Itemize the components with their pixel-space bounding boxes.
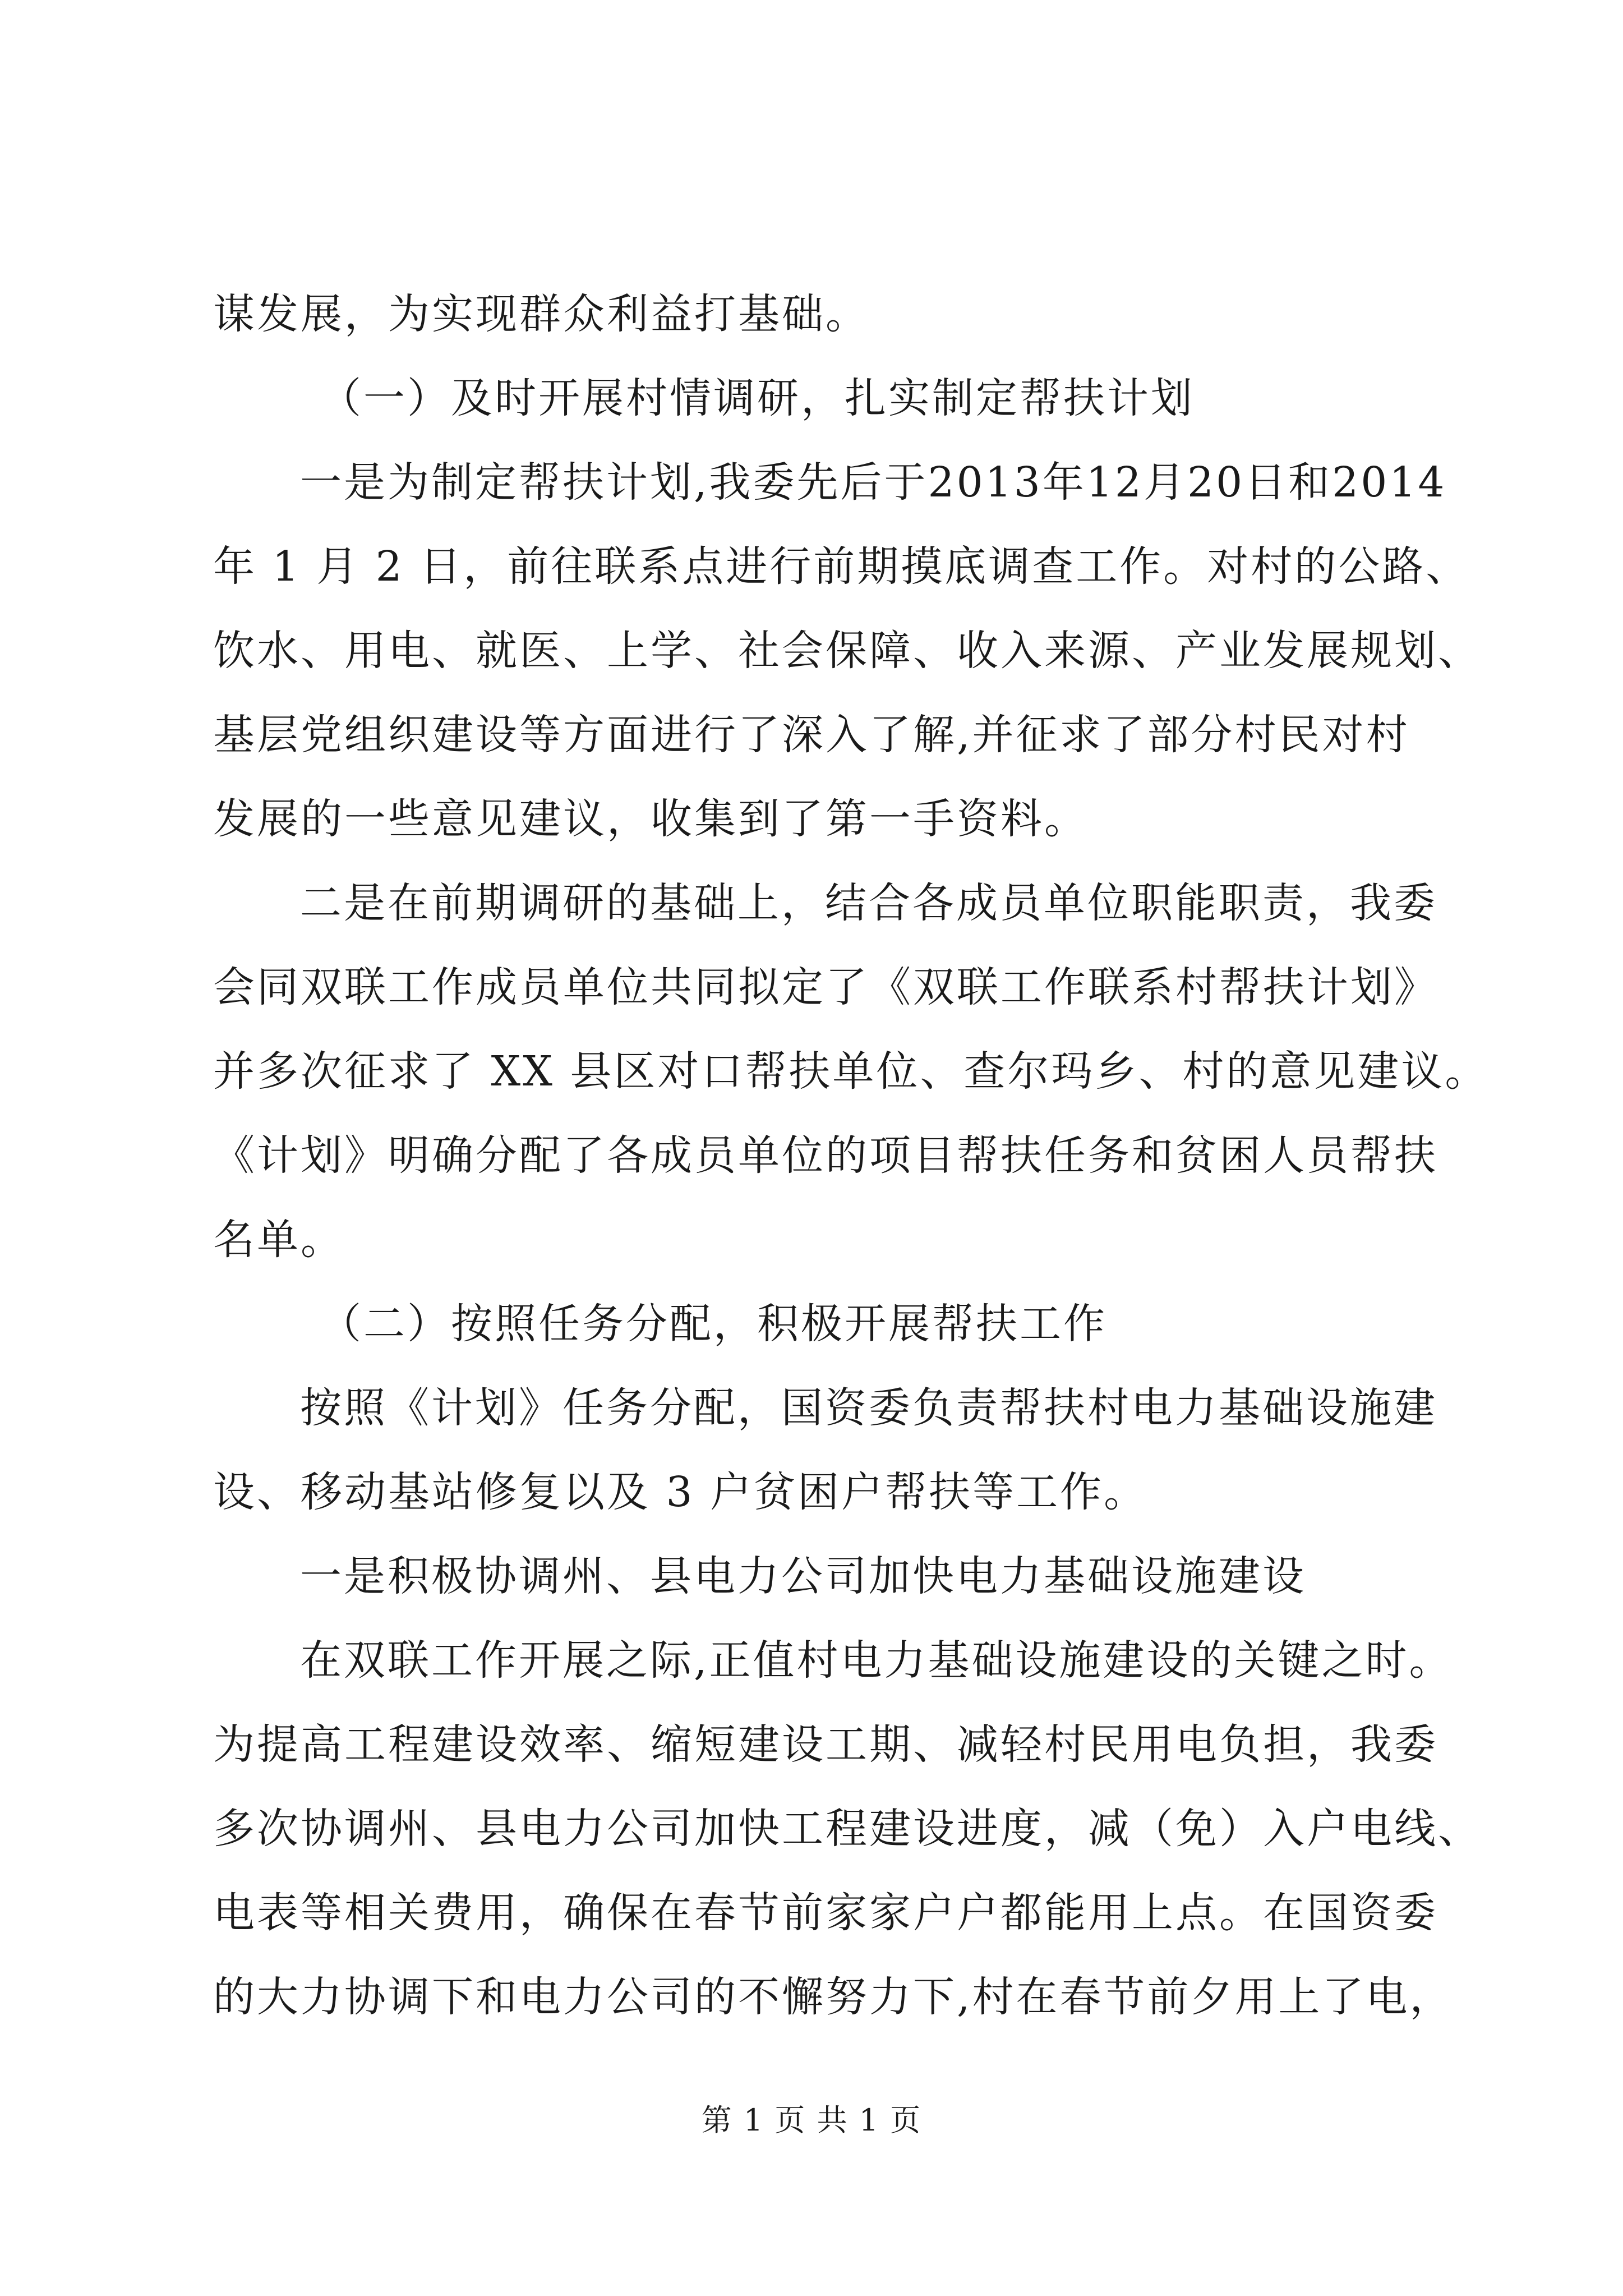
text-line: 电表等相关费用，确保在春节前家家户户都能用上点。在国资委	[213, 1889, 1438, 1937]
text-line: 并多次征求了 XX 县区对口帮扶单位、查尔玛乡、村的意见建议。	[213, 1047, 1489, 1096]
text-line: 二是在前期调研的基础上，结合各成员单位职能职责，我委	[300, 879, 1437, 927]
section-heading: （二）按照任务分配，积极开展帮扶工作	[320, 1300, 1107, 1348]
text-line: 谋发展，为实现群众利益打基础。	[213, 290, 869, 338]
text-line: 多次协调州、县电力公司加快工程建设进度，减（免）入户电线、	[213, 1805, 1482, 1853]
subsection-heading: 一是积极协调州、县电力公司加快电力基础设施建设	[300, 1552, 1306, 1600]
text-line: 会同双联工作成员单位共同拟定了《双联工作联系村帮扶计划》	[213, 963, 1438, 1011]
text-line: 基层党组织建设等方面进行了深入了解,并征求了部分村民对村	[213, 711, 1410, 759]
text-line: 发展的一些意见建议，收集到了第一手资料。	[213, 795, 1088, 843]
section-heading: （一）及时开展村情调研，扎实制定帮扶计划	[320, 374, 1195, 422]
text-line: 在双联工作开展之际,正值村电力基础设施建设的关键之时。	[300, 1636, 1453, 1685]
text-line: 《计划》明确分配了各成员单位的项目帮扶任务和贫困人员帮扶	[213, 1131, 1438, 1180]
text-line: 名单。	[213, 1216, 344, 1264]
text-line: 设、移动基站修复以及 3 户贫困户帮扶等工作。	[213, 1468, 1148, 1516]
text-line: 一是为制定帮扶计划,我委先后于2013年12月20日和2014	[300, 458, 1447, 507]
text-line: 为提高工程建设效率、缩短建设工期、减轻村民用电负担，我委	[213, 1720, 1438, 1769]
text-line: 的大力协调下和电力公司的不懈努力下,村在春节前夕用上了电，	[213, 1973, 1454, 2021]
text-line: 按照《计划》任务分配，国资委负责帮扶村电力基础设施建	[300, 1384, 1437, 1432]
text-line: 饮水、用电、就医、上学、社会保障、收入来源、产业发展规划、	[213, 627, 1482, 675]
page-footer: 第 1 页 共 1 页	[701, 2102, 922, 2138]
text-line: 年 1 月 2 日，前往联系点进行前期摸底调查工作。对村的公路、	[213, 542, 1470, 591]
